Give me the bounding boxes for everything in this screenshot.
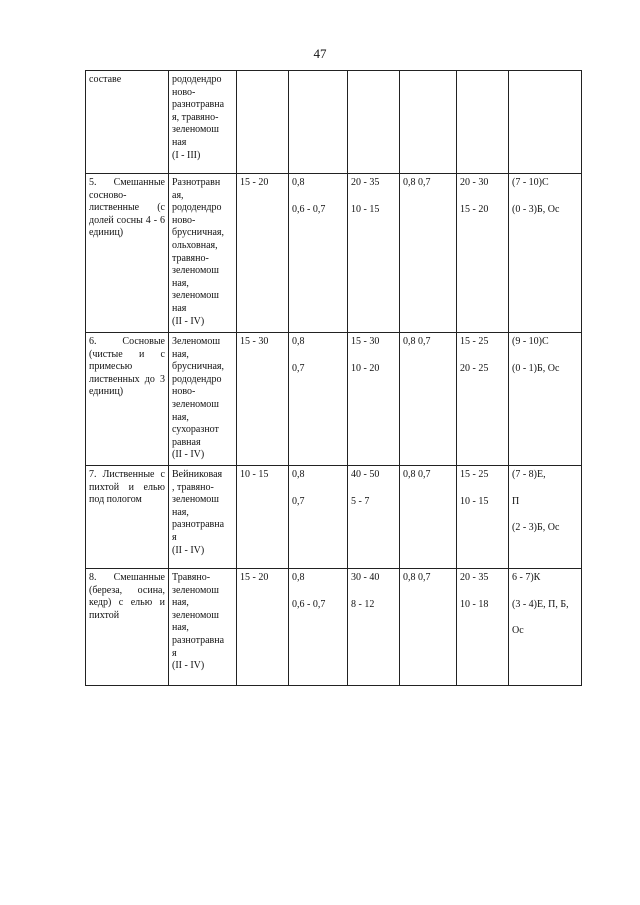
composition-cell-value: (2 - 3)Б, Ос xyxy=(512,522,560,534)
composition-cell-value: 6 - 7)К xyxy=(512,571,541,583)
age-cell: 15 - 30 xyxy=(237,333,289,466)
height-cell xyxy=(348,465,400,568)
table-row xyxy=(86,333,582,466)
density-cell-value: 0,8 xyxy=(292,336,305,347)
diameter-cell-value: 10 - 15 xyxy=(460,495,489,507)
height-cell-value: 30 - 40 xyxy=(351,571,380,583)
composition-cell xyxy=(509,71,582,174)
age-cell xyxy=(237,71,289,174)
composition-cell xyxy=(509,465,582,568)
density-cell-value: 0,8 xyxy=(292,571,305,583)
composition-cell-value: (3 - 4)Е, П, Б, xyxy=(512,598,569,610)
forest-type-cell: составе xyxy=(86,71,169,174)
density-cell-value: 0,6 - 0,7 xyxy=(292,598,326,610)
density-cell xyxy=(289,174,348,333)
diameter-cell-value: 20 - 25 xyxy=(460,362,489,374)
composition-cell-value: Ос xyxy=(512,625,524,637)
age-cell: 15 - 20 xyxy=(237,174,289,333)
height-cell-value: 40 - 50 xyxy=(351,468,380,480)
forest-type-cell: 7. Лиственные с пихтой и елью под пологом xyxy=(86,465,169,568)
height-cell-value: 20 - 35 xyxy=(351,177,380,188)
composition-cell-value: (0 - 3)Б, Ос xyxy=(512,203,560,215)
diameter-cell-value: 20 - 30 xyxy=(460,177,489,188)
diameter-cell-value: 20 - 35 xyxy=(460,571,489,583)
density-cell-value: 0,8 xyxy=(292,177,305,188)
diameter-cell xyxy=(457,174,509,333)
table-row xyxy=(86,71,582,174)
subtype-cell: Зеленомош ная, брусничная, рододендро ново- зеленомош ная, сухоразнот равная (II - IV) xyxy=(169,333,237,466)
density-cell-value: 0,7 xyxy=(292,495,305,507)
composition-cell-value: (9 - 10)С xyxy=(512,336,549,347)
density-cell-value: 0,6 - 0,7 xyxy=(292,203,326,215)
height-cell-value: 10 - 15 xyxy=(351,203,380,215)
density-cell-value: 0,8 xyxy=(292,468,305,480)
composition-cell-value: (7 - 8)Е, xyxy=(512,468,546,480)
height-cell-value: 15 - 30 xyxy=(351,336,380,347)
density-cell xyxy=(289,333,348,466)
height-cell xyxy=(348,174,400,333)
composition-cell xyxy=(509,333,582,466)
height-cell-value: 5 - 7 xyxy=(351,495,370,507)
diameter-cell xyxy=(457,333,509,466)
diameter-cell xyxy=(457,465,509,568)
age-cell: 15 - 20 xyxy=(237,568,289,685)
subtype-cell: Вейниковая , травяно- зеленомош ная, разнотравна я (II - IV) xyxy=(169,465,237,568)
density-cell-value: 0,7 xyxy=(292,362,305,374)
height-cell-value: 8 - 12 xyxy=(351,598,375,610)
subtype-cell: рододендро ново- разнотравна я, травяно- зеленомош ная (I - III) xyxy=(169,71,237,174)
table-row xyxy=(86,568,582,685)
table-row xyxy=(86,465,582,568)
density-cell xyxy=(289,71,348,174)
composition-cell xyxy=(509,568,582,685)
composition-cell xyxy=(509,174,582,333)
diameter-cell-value: 15 - 20 xyxy=(460,203,489,215)
stock-cell xyxy=(400,71,457,174)
height-cell-value: 10 - 20 xyxy=(351,362,380,374)
forest-type-cell: 5. Смешанные сосново-лиственные (с долей сосны 4 - 6 единиц) xyxy=(86,174,169,333)
forest-type-cell: 6. Сосновые (чистые и с примесью лиственных до 3 единиц) xyxy=(86,333,169,466)
density-cell xyxy=(289,568,348,685)
forest-table xyxy=(85,70,582,686)
subtype-cell: Травяно- зеленомош ная, зеленомош ная, разнотравна я (II - IV) xyxy=(169,568,237,685)
diameter-cell-value: 10 - 18 xyxy=(460,598,489,610)
density-cell xyxy=(289,465,348,568)
height-cell xyxy=(348,71,400,174)
diameter-cell xyxy=(457,568,509,685)
height-cell xyxy=(348,333,400,466)
table-body xyxy=(86,71,582,686)
table-row xyxy=(86,174,582,333)
diameter-cell xyxy=(457,71,509,174)
composition-cell-value: (0 - 1)Б, Ос xyxy=(512,362,560,374)
height-cell xyxy=(348,568,400,685)
stock-cell: 0,8 0,7 xyxy=(400,333,457,466)
composition-cell-value: П xyxy=(512,495,520,507)
subtype-cell: Разнотравн ая, рододендро ново- брусничная, ольховная, травяно- зеленомош ная, зеленомош ная (II - IV) xyxy=(169,174,237,333)
diameter-cell-value: 15 - 25 xyxy=(460,336,489,347)
stock-cell: 0,8 0,7 xyxy=(400,174,457,333)
stock-cell: 0,8 0,7 xyxy=(400,465,457,568)
age-cell: 10 - 15 xyxy=(237,465,289,568)
page-number: 47 xyxy=(313,46,327,61)
diameter-cell-value: 15 - 25 xyxy=(460,468,489,480)
composition-cell-value: (7 - 10)С xyxy=(512,177,549,188)
forest-type-cell: 8. Смешанные (береза, осина, кедр) с елью и пихтой xyxy=(86,568,169,685)
stock-cell: 0,8 0,7 xyxy=(400,568,457,685)
